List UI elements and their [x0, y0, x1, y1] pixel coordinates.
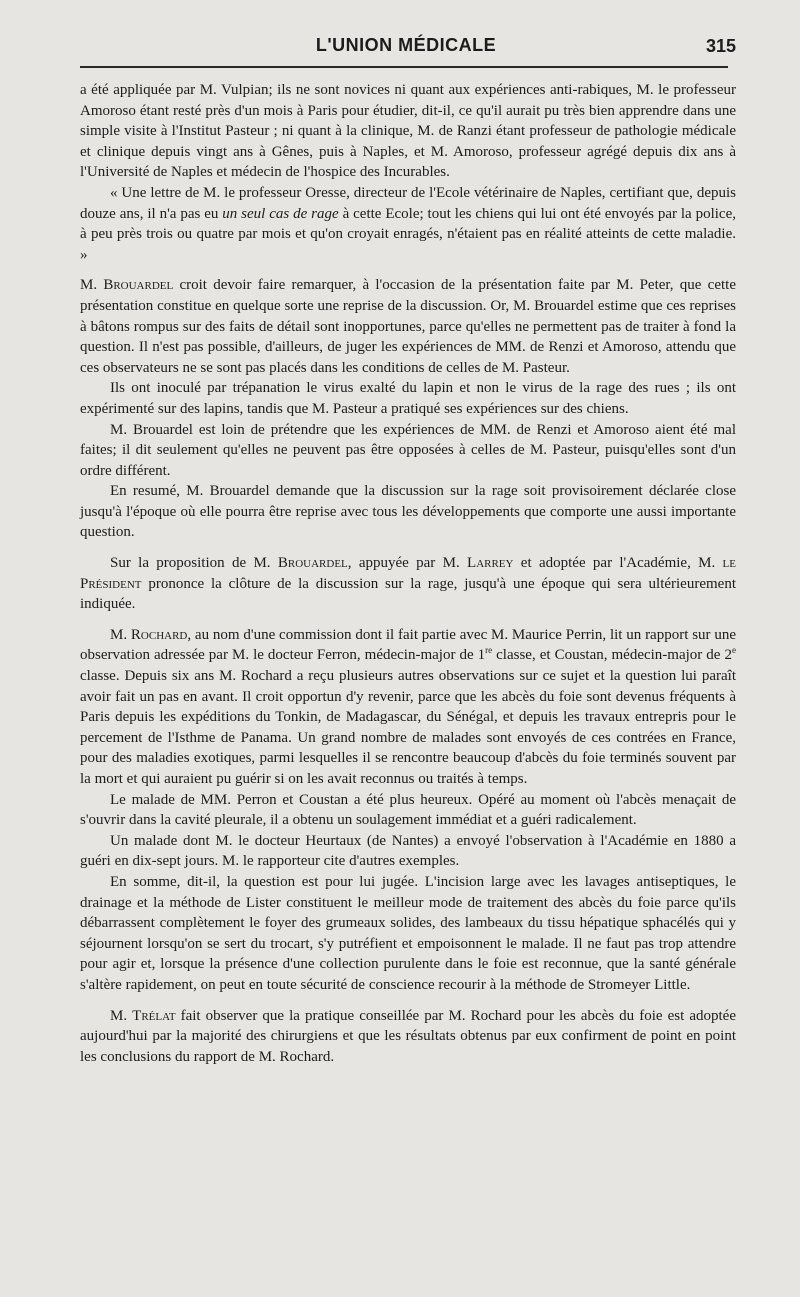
text-segment: , appuyée par M.: [347, 555, 468, 572]
speaker-name: Rochard: [130, 626, 188, 643]
paragraph-p12: [80, 1006, 736, 1068]
paragraph-p4: [80, 378, 736, 419]
page-header: [76, 30, 736, 64]
paragraph-p10: [80, 831, 736, 872]
text-segment: et adoptée par l'Académie, M.: [513, 555, 723, 572]
text-segment: M.: [80, 277, 104, 294]
running-title: L'UNION MÉDICALE: [315, 35, 497, 55]
paragraph-p11: [80, 872, 736, 996]
speaker-name: Brouardel: [277, 555, 348, 572]
text-segment: e: [731, 645, 736, 656]
page-number: 315: [705, 36, 736, 56]
speaker-name: Trélat: [132, 1007, 176, 1024]
paragraph-p5: [80, 420, 736, 482]
text-segment: Ils ont inoculé par trépanation le virus exalté du lapin et non le virus de la rage des rues ; ils ont expérimenté sur des lapins, tandis que M. Pasteur a pratiqué ses expériences sur des chiens.: [80, 380, 736, 417]
text-segment: , au nom d'une commission dont il fait partie avec M. Maurice Perrin, lit un rapport sur une observation adressée par M. le docteur Ferron, médecin-major de 1: [80, 626, 736, 664]
text-segment: Sur la proposition de M.: [110, 555, 278, 572]
text-segment: En resumé, M. Brouardel demande que la discussion sur la rage soit provisoirement déclarée close jusqu'à l'époque où elle pourra être reprise avec tous les développements que comporte une aussi importante question.: [80, 483, 736, 541]
text-segment: Le malade de MM. Perron et Coustan a été plus heureux. Opéré au moment où l'abcès menaçait de s'ouvrir dans la cavité pleurale, il a obtenu un soulagement immédiat et a guéri radicalement.: [80, 791, 736, 829]
text-segment: a été appliquée par M. Vulpian; ils ne sont novices ni quant aux expériences anti-rabiques, M. le professeur Amoroso étant resté près d'un mois à Paris pour étudier, dit-il, ce qu'il aurait pu très bien apprendre dans une simple visite à l'Institut Pasteur ; ni quant à la clinique, M. de Ranzi étant professeur de pathologie médicale et clinique depuis vingt ans à Gênes, puis à Naples, et M. Amoroso, professeur agrégé depuis dix ans à l'Université de Naples et médecin de l'hospice des Incurables.: [80, 82, 736, 181]
text-segment: croit devoir faire remarquer, à l'occasion de la présentation faite par M. Peter, que cette présentation constitue en quelque sorte une reprise de la discussion. Or, M. Brouardel estime que ces reprises à bâtons rompus sur des faits de détail sont inopportunes, parce qu'elles ne permettent pas de traiter à fond la question. Il n'est pas possible, d'ailleurs, de juger les expériences de MM. de Renzi et Amoroso, attendu que ces observateurs ne se sont pas placés dans les conditions de celles de M. Pasteur.: [80, 277, 736, 376]
paragraph-p2: [80, 183, 736, 265]
speaker-name: Larrey: [467, 555, 514, 572]
paragraph-p7: [80, 553, 736, 615]
text-segment: « Une lettre de M. le professeur Oresse, directeur de l'Ecole vétérinaire de Naples, certifiant que, depuis douze ans, il n'a pas eu: [80, 184, 736, 222]
text-segment: fait observer que la pratique conseillée par M. Rochard pour les abcès du foie est adoptée aujourd'hui par la majorité des chirurgiens et que les résultats obtenus par eux confirment de point en point les conclusions du rapport de M. Rochard.: [80, 1007, 736, 1065]
text-segment: classe. Depuis six ans M. Rochard a reçu plusieurs autres observations sur ce sujet et la question lui paraît avoir fait un pas en avant. Il croit opportun d'y revenir, parce que les abcès du foie sont devenus fréquents à Paris depuis les expéditions du Tonkin, de Madagascar, du Sénégal, et depuis les travaux entrepris pour le percement de l'Isthme de Panama. Un grand nombre de malades sont envoyés de ces contrées en France, pour des maladies exotiques, parmi lesquelles il se rencontre beaucoup d'abcès du foie terminés souvent par la mort et qui auraient pu guérir si on les avait reconnus ou traités à temps.: [80, 668, 736, 787]
header-rule: [80, 66, 728, 68]
text-segment: En somme, dit-il, la question est pour lui jugée. L'incision large avec les lavages antiseptiques, le drainage et la méthode de Lister constituent le meilleur mode de traitement des abcès du foie parce qu'ils débarrassent complètement le foyer des grumeaux solides, des lambeaux du tissu hépatique sphacélés qui y séjournent lorsqu'on se sert du trocart, s'y putréfient et empoisonnent le malade. Il ne faut pas trop attendre pour agir et, lorsque la présence d'une collection purulente dans le foie est reconnue, que la santé générale s'altère rapidement, on peut en toute sécurité de conscience recourir à la méthode de Stromeyer Little.: [80, 873, 736, 993]
text-segment: M. Brouardel est loin de prétendre que les expériences de MM. de Renzi et Amoroso aient été mal faites; il dit seulement qu'elles ne peuvent pas être opposées à celles de M. Pasteur, puisqu'elles sont d'un ordre différent.: [80, 421, 736, 479]
text-segment: re: [485, 645, 493, 656]
paragraph-p9: [80, 790, 736, 831]
text-segment: prononce la clôture de la discussion sur la rage, jusqu'à une époque qui sera ultérieurement indiquée.: [80, 575, 736, 613]
article-body: [80, 80, 736, 1067]
paragraph-p6: [80, 481, 736, 543]
paragraph-p1: [80, 80, 736, 183]
speaker-name: Brouardel: [103, 277, 174, 294]
text-segment: classe, et Coustan, médecin-major de 2: [492, 647, 732, 664]
emphasis-text: un seul cas de rage: [222, 205, 339, 222]
paragraph-p8: [80, 625, 736, 790]
paragraph-p3: [80, 275, 736, 378]
text-segment: à cette Ecole; tout les chiens qui lui ont été envoyés par la police, à peu près trois ou quatre par mois et qu'on croyait enragés, n'étaient pas en réalité atteints de cette maladie. »: [80, 205, 737, 263]
text-segment: M.: [110, 626, 131, 643]
speaker-name: le Président: [80, 555, 736, 592]
text-segment: Un malade dont M. le docteur Heurtaux (de Nantes) a envoyé l'observation à l'Académie en 1880 a guéri en dix-sept jours. M. le rapporteur cite d'autres exemples.: [80, 832, 736, 870]
text-segment: M.: [110, 1007, 133, 1024]
